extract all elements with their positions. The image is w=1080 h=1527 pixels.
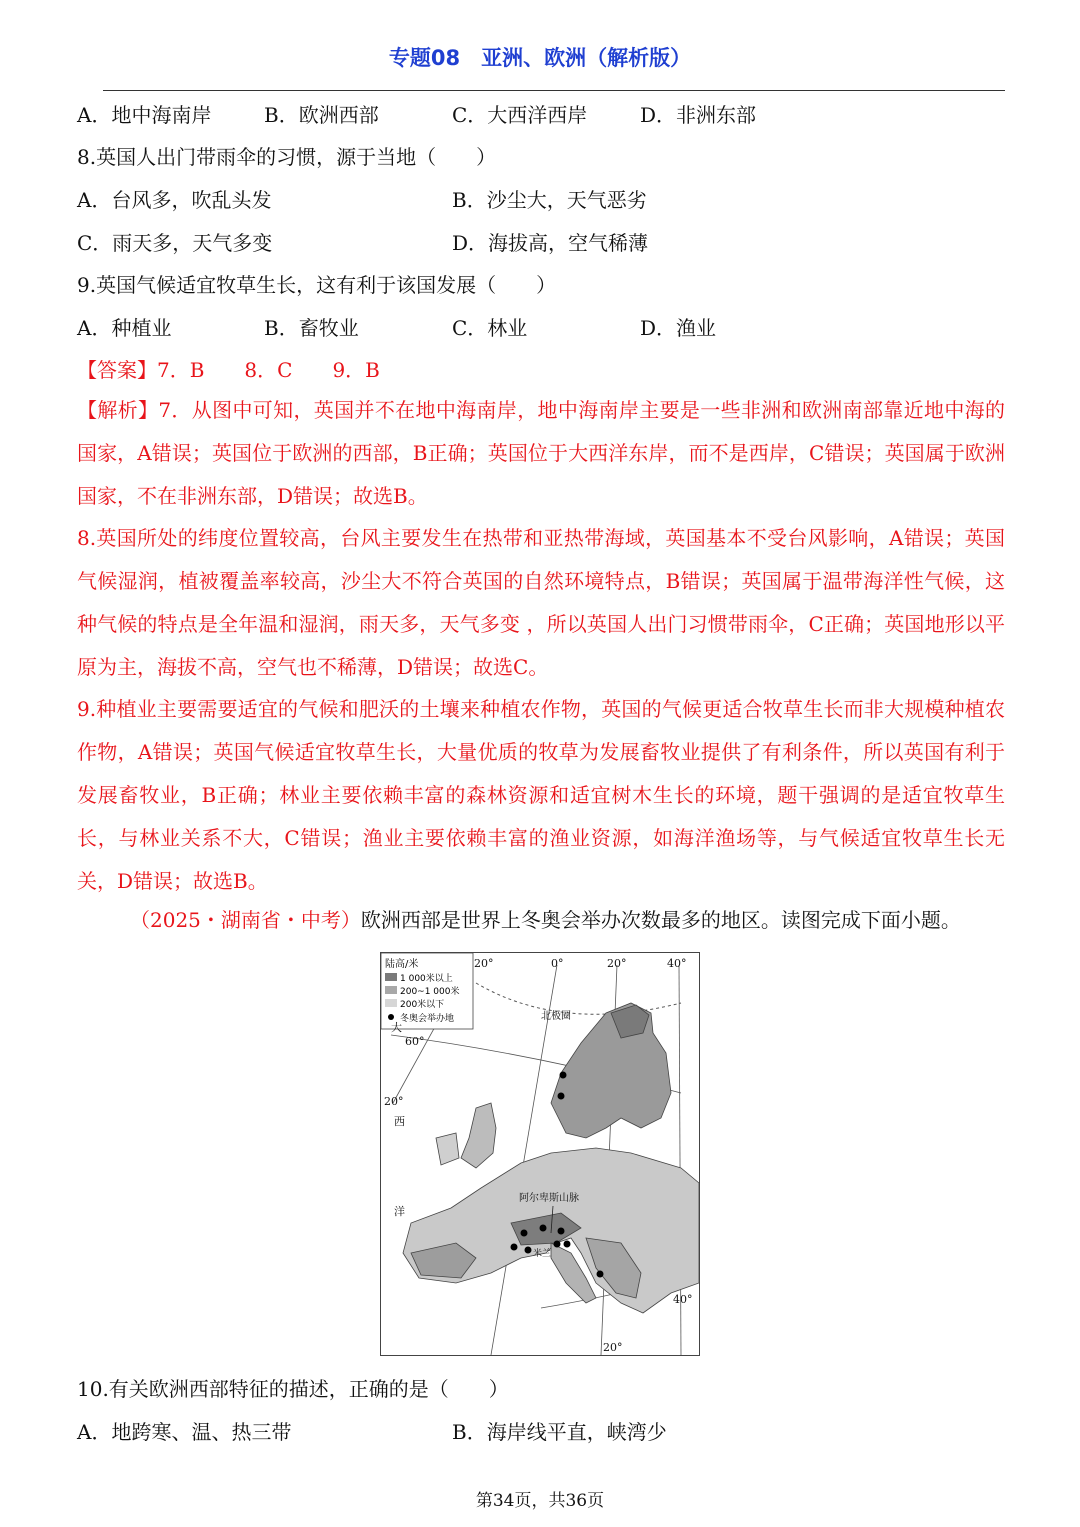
british-isles	[461, 1103, 496, 1168]
q8-option-d: D．海拔高，空气稀薄	[452, 231, 649, 255]
legend-item-mid: 200~1 000米	[400, 987, 460, 997]
alps-label: 阿尔卑斯山脉	[519, 1193, 579, 1204]
intro-source: （2025・湖南省・中考）	[130, 908, 361, 932]
q7-option-d: D．非洲东部	[640, 103, 757, 127]
map-legend	[381, 953, 473, 1029]
analysis-q7	[77, 389, 1005, 518]
europe-map	[380, 952, 700, 1356]
q9-option-c: C．林业	[452, 316, 528, 340]
q8-option-c: C．雨天多，天气多变	[77, 231, 273, 255]
intro-text: 欧洲西部是世界上冬奥会举办次数最多的地区。读图完成下面小题。	[360, 908, 961, 932]
lon-label-bottom: 20°	[603, 1341, 623, 1354]
arctic-circle-line	[476, 983, 681, 1014]
q7-option-a: A．地中海南岸	[77, 103, 212, 127]
analysis-q8: 8.英国所处的纬度位置较高，台风主要发生在热带和亚热带海域，英国基本不受台风影响，A错误；英国气候湿润，植被覆盖率较高，沙尘大不符合英国的自然环境特点，B错误；英国属于温带海洋性气候，这种气候的特点是全年温和湿润，雨天多，天气多变 ，所以英国人出门习惯带雨伞，C正确；英国地形以平原为主，海拔不高，空气也不稀薄，D错误；故选C。	[77, 526, 1005, 679]
arctic-circle-label: 北极圈	[541, 1011, 571, 1022]
legend-item-host: 冬奥会举办地	[400, 1014, 455, 1024]
ireland	[436, 1133, 459, 1165]
q9-option-a: A．种植业	[77, 316, 172, 340]
legend-swatch-high	[385, 973, 397, 981]
page-header-title: 专题08 亚洲、欧洲（解析版）	[388, 46, 692, 70]
legend-swatch-low	[385, 999, 397, 1007]
ocean-char-2: 西	[394, 1115, 405, 1128]
host-dot	[511, 1244, 518, 1251]
host-dot	[558, 1228, 565, 1235]
analysis-q9: 9.种植业主要需要适宜的气候和肥沃的土壤来种植农作物，英国的气候更适合牧草生长而非大规模种植农作物，A错误；英国气候适宜牧草生长，大量优质的牧草为发展畜牧业提供了有利条件，所以英国有利于发展畜牧业，B正确；林业主要依赖丰富的森林资源和适宜树木生长的环境，题干强调的是适宜牧草生长，与林业关系不大，C错误；渔业主要依赖丰富的渔业资源，如海洋渔场等，与气候适宜牧草生长无关，D错误；故选B。	[77, 697, 1005, 893]
answer-line	[77, 356, 380, 384]
ocean-char-3: 洋	[394, 1205, 405, 1218]
legend-swatch-mid	[385, 986, 397, 994]
analysis-q7-text: 7．从图中可知，英国并不在地中海南岸，地中海南岸主要是一些非洲和欧洲南部靠近地中海的国家，A错误；英国位于欧洲的西部，B正确；英国位于大西洋东岸，而不是西岸，C错误；英国属于欧洲国家，不在非洲东部，D错误；故选B。	[77, 398, 1005, 508]
lat-label-60: 60°	[405, 1035, 425, 1048]
legend-item-high: 1 000米以上	[400, 974, 453, 984]
q8-option-b: B．沙尘大，天气恶劣	[452, 188, 647, 212]
page-footer: 第34页，共36页	[475, 1491, 605, 1511]
q10-stem: 10.有关欧洲西部特征的描述，正确的是（ ）	[77, 1377, 509, 1401]
legend-dot	[388, 1014, 394, 1020]
host-dot	[564, 1241, 571, 1248]
q9-stem: 9.英国气候适宜牧草生长，这有利于该国发展（ ）	[77, 273, 557, 297]
host-dot	[560, 1072, 567, 1079]
scandinavia-landmass	[551, 1003, 671, 1138]
lon-label-0: 0°	[551, 957, 564, 970]
answer-text: 7．B 8．C 9．B	[157, 358, 380, 382]
host-dot	[521, 1230, 528, 1237]
host-dot	[558, 1093, 565, 1100]
host-dot	[525, 1247, 532, 1254]
lon-label-20w: 20°	[474, 957, 494, 970]
host-dot	[554, 1241, 561, 1248]
host-dot	[540, 1225, 547, 1232]
milan-label: 米兰	[533, 1249, 552, 1259]
lat-label-40: 40°	[673, 1293, 693, 1306]
q10-option-a: A．地跨寒、温、热三带	[77, 1420, 292, 1444]
host-dot	[597, 1271, 604, 1278]
legend-title: 陆高/米	[385, 959, 419, 970]
header-rule	[103, 90, 1005, 91]
q7-option-b: B．欧洲西部	[264, 103, 379, 127]
lon-label-40e: 40°	[667, 957, 687, 970]
q8-option-a: A．台风多，吹乱头发	[77, 188, 272, 212]
q10-option-b: B．海岸线平直，峡湾少	[452, 1420, 667, 1444]
ocean-char-1: 大	[391, 1021, 402, 1034]
answer-tag: 【答案】	[77, 358, 157, 382]
q8-stem: 8.英国人出门带雨伞的习惯，源于当地（ ）	[77, 145, 497, 169]
q9-option-b: B．畜牧业	[264, 316, 359, 340]
q7-option-c: C．大西洋西岸	[452, 103, 588, 127]
legend-item-low: 200米以下	[400, 1000, 445, 1010]
analysis-tag: 【解析】	[77, 398, 159, 422]
q9-option-d: D．渔业	[640, 316, 717, 340]
lon-label-20e: 20°	[607, 957, 627, 970]
group-intro	[130, 906, 961, 934]
lon-label-left: 20°	[384, 1095, 404, 1108]
